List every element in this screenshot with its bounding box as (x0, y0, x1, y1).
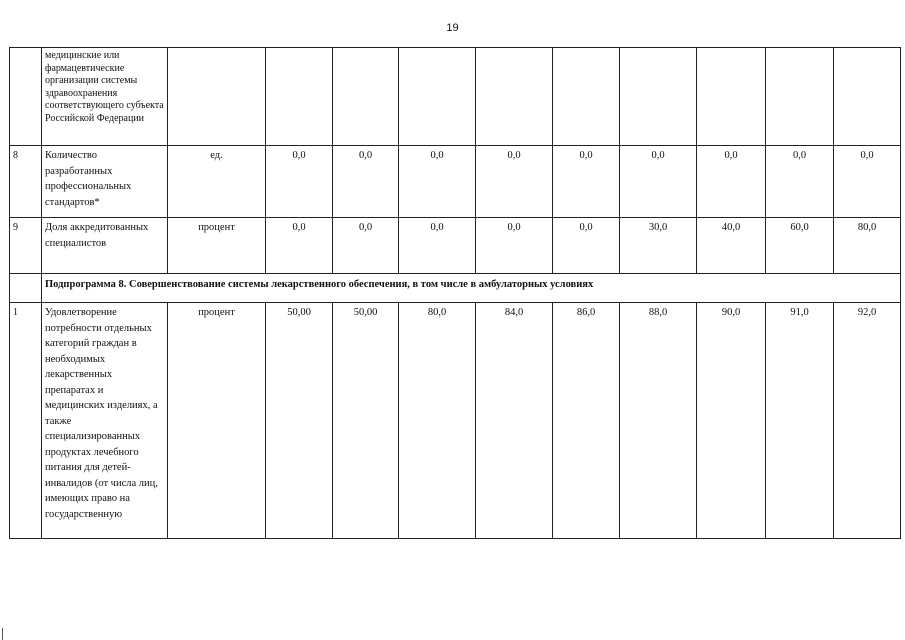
value-cell: 88,0 (620, 303, 697, 539)
indicator-name: Удовлетворение потребности отдельных категорий граждан в необходимых лекарственных препаратах и медицинских изделиях, а также специализированных продуктах лечебного питания для детей-инвалидов (от числа лиц, имеющих право на государственную (42, 303, 168, 539)
value-cell: 0,0 (333, 218, 399, 274)
value-cell: 0,0 (333, 146, 399, 218)
unit-cell: процент (168, 218, 266, 274)
unit-cell: ед. (168, 146, 266, 218)
value-cell: 91,0 (766, 303, 834, 539)
table-row-continuation (10, 48, 901, 146)
value-cell: 80,0 (834, 218, 901, 274)
value-cell: 0,0 (476, 218, 553, 274)
value-cell: 92,0 (834, 303, 901, 539)
value-cell: 30,0 (620, 218, 697, 274)
unit-cell (168, 48, 266, 146)
value-cell (766, 48, 834, 146)
unit-cell: процент (168, 303, 266, 539)
value-cell: 0,0 (266, 146, 333, 218)
value-cell: 86,0 (553, 303, 620, 539)
value-cell: 0,0 (553, 146, 620, 218)
value-cell (399, 48, 476, 146)
value-cell: 0,0 (399, 218, 476, 274)
value-cell (266, 48, 333, 146)
row-number: 8 (10, 146, 42, 218)
value-cell: 50,00 (333, 303, 399, 539)
value-cell (333, 48, 399, 146)
value-cell: 90,0 (697, 303, 766, 539)
value-cell: 0,0 (834, 146, 901, 218)
table-row-indicator-9 (10, 218, 901, 274)
table-row-subprogram (10, 274, 901, 303)
subprogram-title: Подпрограмма 8. Совершенствование системы лекарственного обеспечения, в том числе в амбулаторных условиях (42, 274, 901, 303)
value-cell (834, 48, 901, 146)
value-cell (553, 48, 620, 146)
value-cell: 0,0 (766, 146, 834, 218)
table-row-indicator-1 (10, 303, 901, 539)
value-cell: 0,0 (399, 146, 476, 218)
table-row-indicator-8 (10, 146, 901, 218)
value-cell: 60,0 (766, 218, 834, 274)
scan-edge-mark (2, 628, 3, 640)
row-number: 1 (10, 303, 42, 539)
indicator-name: Доля аккредитованных специалистов (42, 218, 168, 274)
page-number: 19 (446, 22, 459, 34)
value-cell: 50,00 (266, 303, 333, 539)
indicators-table (9, 47, 901, 539)
row-number: 9 (10, 218, 42, 274)
value-cell (697, 48, 766, 146)
indicator-name: Количество разработанных профессиональных стандартов* (42, 146, 168, 218)
value-cell: 80,0 (399, 303, 476, 539)
row-number (10, 48, 42, 146)
value-cell: 0,0 (620, 146, 697, 218)
indicator-name: медицинские или фармацевтические организации системы здравоохранения соответствующего субъекта Российской Федерации (42, 48, 168, 146)
value-cell: 0,0 (476, 146, 553, 218)
value-cell: 0,0 (266, 218, 333, 274)
value-cell: 0,0 (553, 218, 620, 274)
row-number-empty (10, 274, 42, 303)
value-cell: 40,0 (697, 218, 766, 274)
value-cell: 84,0 (476, 303, 553, 539)
value-cell (476, 48, 553, 146)
value-cell: 0,0 (697, 146, 766, 218)
value-cell (620, 48, 697, 146)
